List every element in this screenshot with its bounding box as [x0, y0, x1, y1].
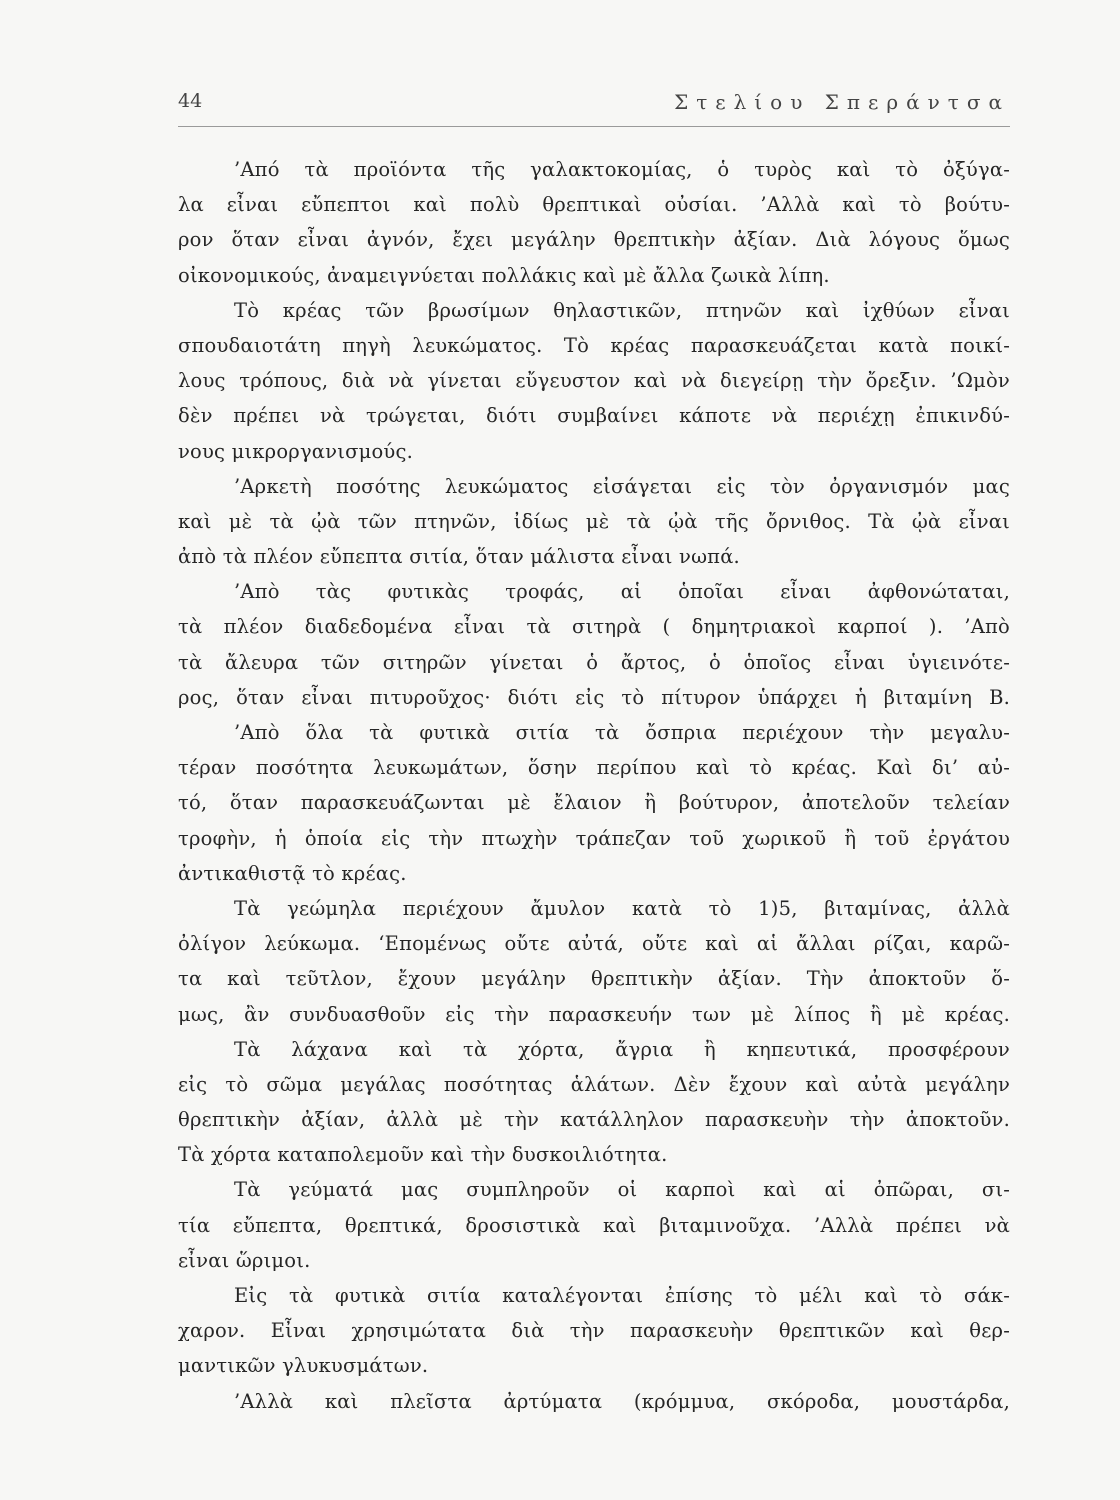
text-line: λους τρόπους, διὰ νὰ γίνεται εὔγευστον καὶ νὰ διεγείρῃ τὴν ὄρεξιν. ’Ωμὸν — [178, 369, 1010, 393]
text-line: Τὰ χόρτα καταπολεμοῦν καὶ τὴν δυσκοιλιότητα. — [178, 1143, 668, 1167]
text-line: ἀντικαθιστᾷ τὸ κρέας. — [178, 861, 407, 885]
text-line: ’Απὸ τὰς φυτικὰς τροφάς, αἱ ὁποῖαι εἶναι ἀφθονώταται, — [234, 580, 1010, 604]
text-line: ἀπὸ τὰ πλέον εὔπεπτα σιτία, ὅταν μάλιστα εἶναι νωπά. — [178, 545, 740, 569]
text-line: Τὸ κρέας τῶν βρωσίμων θηλαστικῶν, πτηνῶν καὶ ἰχθύων εἶναι — [234, 298, 1010, 322]
text-line: ’Από τὰ προϊόντα τῆς γαλακτοκομίας, ὁ τυρὸς καὶ τὸ ὀξύγα- — [234, 158, 1010, 181]
text-line: εἶναι ὥριμοι. — [178, 1248, 311, 1272]
text-line: εἰς τὸ σῶμα μεγάλας ποσότητας ἁλάτων. Δὲν ἔχουν καὶ αὐτὰ μεγάλην — [178, 1072, 1010, 1096]
text-line: ’Αρκετὴ ποσότης λευκώματος εἰσάγεται εἰς τὸν ὀργανισμόν μας — [234, 474, 1010, 498]
text-line: θρεπτικὴν ἀξίαν, ἀλλὰ μὲ τὴν κατάλληλον παρασκευὴν τὴν ἀποκτοῦν. — [178, 1108, 1010, 1132]
text-line: μως, ἂν συνδυασθοῦν εἰς τὴν παρασκευήν των μὲ λίπος ἢ μὲ κρέας. — [178, 1002, 1010, 1026]
text-line: ρον ὅταν εἶναι ἀγνόν, ἔχει μεγάλην θρεπτικὴν ἀξίαν. Διὰ λόγους ὅμως — [178, 228, 1010, 252]
text-line: Τὰ γεύματά μας συμπληροῦν οἱ καρποὶ καὶ αἱ ὀπῶραι, σι- — [234, 1178, 1010, 1202]
text-line: καὶ μὲ τὰ ᾠὰ τῶν πτηνῶν, ἰδίως μὲ τὰ ᾠὰ τῆς ὄρνιθος. Τὰ ᾠὰ εἶναι — [178, 509, 1010, 533]
text-line: οἰκονομικούς, ἀναμειγνύεται πολλάκις καὶ μὲ ἄλλα ζωικὰ λίπη. — [178, 263, 830, 287]
text-line: Τὰ γεώμηλα περιέχουν ἄμυλον κατὰ τὸ 1)5, βιταμίνας, ἀλλὰ — [234, 896, 1010, 920]
text-line: ὀλίγον λεύκωμα. ‘Επομένως οὔτε αὐτά, οὔτε καὶ αἱ ἄλλαι ρίζαι, καρῶ- — [178, 932, 1010, 956]
text-line: σπουδαιοτάτη πηγὴ λευκώματος. Τὸ κρέας παρασκευάζεται κατὰ ποικί- — [178, 333, 1010, 357]
text-line: τα καὶ τεῦτλον, ἔχουν μεγάλην θρεπτικὴν ἀξίαν. Τὴν ἀποκτοῦν ὅ- — [178, 967, 1010, 991]
page-header — [178, 86, 1010, 127]
text-line: Τὰ λάχανα καὶ τὰ χόρτα, ἄγρια ἢ κηπευτικά, προσφέρουν — [234, 1037, 1010, 1061]
text-line: τὰ ἄλευρα τῶν σιτηρῶν γίνεται ὁ ἄρτος, ὁ ὁποῖος εἶναι ὑγιεινότε- — [178, 650, 1010, 674]
text-line: τία εὔπεπτα, θρεπτικά, δροσιστικὰ καὶ βιταμινοῦχα. ’Αλλὰ πρέπει νὰ — [178, 1213, 1010, 1237]
text-line: δὲν πρέπει νὰ τρώγεται, διότι συμβαίνει κάποτε νὰ περιέχῃ ἐπικινδύ- — [178, 404, 1010, 428]
text-line: μαντικῶν γλυκυσμάτων. — [178, 1354, 429, 1378]
text-line: χαρον. Εἶναι χρησιμώτατα διὰ τὴν παρασκευὴν θρεπτικῶν καὶ θερ- — [178, 1319, 1010, 1343]
text-line: ’Αλλὰ καὶ πλεῖστα ἀρτύματα (κρόμμυα, σκόροδα, μουστάρδα, — [234, 1389, 1010, 1413]
text-line: νους μικροργανισμούς. — [178, 439, 413, 463]
body-text — [178, 152, 1010, 1419]
text-line: ρος, ὅταν εἶναι πιτυροῦχος· διότι εἰς τὸ πίτυρον ὑπάρχει ἡ βιταμίνη Β. — [178, 685, 1010, 709]
page-number: 44 — [178, 90, 203, 112]
text-line: λα εἶναι εὔπεπτοι καὶ πολὺ θρεπτικαὶ οὐσίαι. ’Αλλὰ καὶ τὸ βούτυ- — [178, 193, 1010, 217]
text-line: τό, ὅταν παρασκευάζωνται μὲ ἔλαιον ἢ βούτυρον, ἀποτελοῦν τελείαν — [178, 791, 1010, 815]
text-line: ’Απὸ ὅλα τὰ φυτικὰ σιτία τὰ ὄσπρια περιέχουν τὴν μεγαλυ- — [234, 721, 1010, 744]
text-line: τροφὴν, ἡ ὁποία εἰς τὴν πτωχὴν τράπεζαν τοῦ χωρικοῦ ἢ τοῦ ἐργάτου — [178, 826, 1010, 850]
running-head: Στελίου Σπεράντσα — [674, 90, 1010, 114]
text-line: Εἰς τὰ φυτικὰ σιτία καταλέγονται ἐπίσης τὸ μέλι καὶ τὸ σάκ- — [234, 1284, 1010, 1307]
text-line: τὰ πλέον διαδεδομένα εἶναι τὰ σιτηρὰ ( δημητριακοὶ καρποί ). ’Απὸ — [178, 615, 1010, 639]
text-line: τέραν ποσότητα λευκωμάτων, ὅσην περίπου καὶ τὸ κρέας. Καὶ δι’ αὐ- — [178, 756, 1010, 780]
